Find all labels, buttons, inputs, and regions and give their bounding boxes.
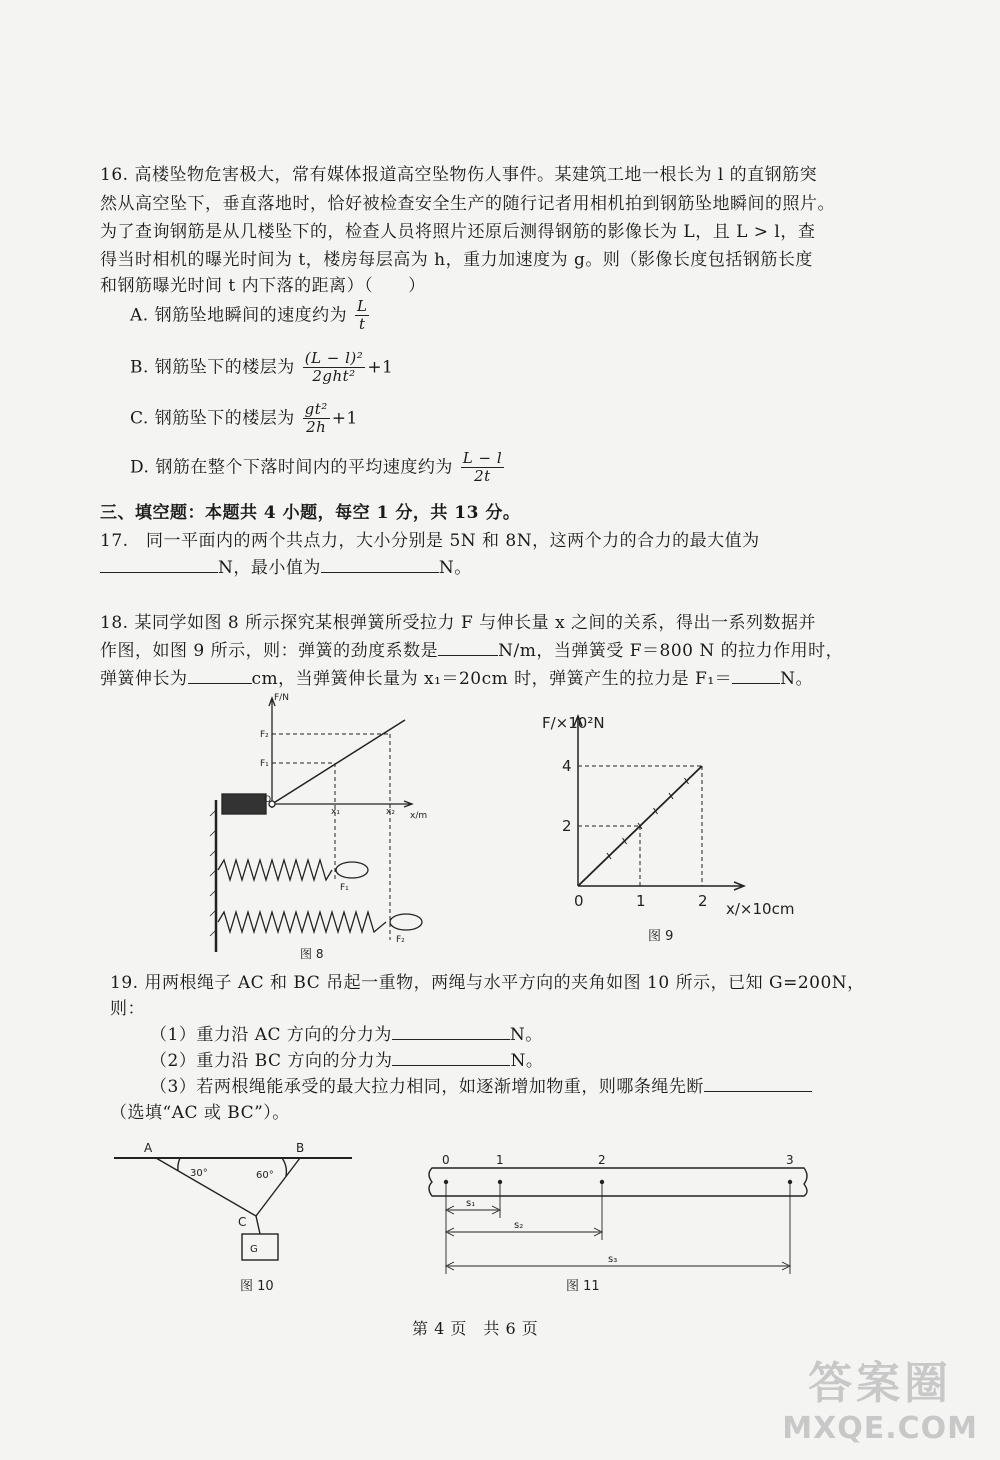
fig11-caption: 图 11 — [566, 1279, 600, 1294]
fig9-y-label: F/×10²N — [542, 714, 605, 732]
tape-dot — [498, 1180, 502, 1184]
hand-icon — [336, 862, 368, 878]
q19-sub3: （3）若两根绳能承受的最大拉力相同，如逐渐增加物重，则哪条绳先断 — [150, 1072, 812, 1097]
watermark: 答案圈 MXQE.COM — [782, 1358, 978, 1446]
tape-point-1: 1 — [496, 1153, 504, 1167]
section-heading: 三、填空题：本题共 4 小题，每空 1 分，共 13 分。 — [100, 503, 521, 523]
answer-blank[interactable] — [732, 683, 780, 684]
fig8-x2-tick: x₂ — [386, 807, 395, 817]
fig8-x-label: x/m — [410, 811, 428, 821]
x-tick-label: 0 — [574, 892, 584, 910]
fig8-x1-tick: x₁ — [331, 807, 340, 817]
angle-arc — [282, 1158, 286, 1176]
q18-line2: 作图，如图 9 所示，则：弹簧的劲度系数是 N/m，当弹簧受 F＝800 N 的拉力作用时， — [100, 641, 844, 661]
fig8-f2-force: F₂ — [396, 935, 405, 945]
force-line — [272, 720, 405, 804]
q16-option-c: C. 钢筋坠下的楼层为 $\frac{\text{gt²}}{2h}$ +1 — [130, 400, 358, 437]
tape-point-2: 2 — [598, 1153, 606, 1167]
hand-icon — [390, 914, 422, 930]
q16-option-a: A. 钢筋坠地瞬间的速度约为 $\frac{L}{t}$ — [130, 297, 368, 334]
weight-box — [242, 1234, 278, 1260]
q19-sub1: （1）重力沿 AC 方向的分力为 N。 — [150, 1025, 543, 1045]
spring-coil — [222, 794, 266, 814]
answer-blank[interactable] — [100, 572, 218, 573]
fig8-caption: 图 8 — [300, 947, 324, 961]
answer-blank[interactable] — [321, 572, 439, 573]
answer-blank[interactable] — [438, 655, 498, 656]
q16-option-b: B. 钢筋坠下的楼层为 $\frac{\text{(L − l)²}}{\text{2ght²}}$ +1 — [130, 349, 394, 386]
spring-stretched-1 — [218, 860, 332, 880]
q19-line1: 19. 用两根绳子 AC 和 BC 吊起一重物，两绳与水平方向的夹角如图 10 所示，已知 G=200N， — [110, 973, 865, 993]
fig8-f2-tick: F₂ — [260, 730, 269, 740]
q19-sub4: （选填“AC 或 BC”）。 — [110, 1103, 290, 1123]
q16-line1: 16. 高楼坠物危害极大，常有媒体报道高空坠物伤人事件。某建筑工地一根长为 l 的直钢筋突 — [100, 165, 818, 185]
rope-ac — [156, 1158, 256, 1216]
tape-dot — [444, 1180, 448, 1184]
q16-line2: 然从高空坠下，垂直落地时，恰好被检查安全生产的随行记者用相机拍到钢筋坠地瞬间的照片。 — [100, 194, 835, 214]
answer-blank[interactable] — [704, 1091, 812, 1092]
angle-60: 60° — [256, 1170, 274, 1181]
x-tick-label: 1 — [636, 892, 646, 910]
fraction: $\frac{L}{t}$ — [357, 297, 368, 334]
q17-line1: 17. 同一平面内的两个共点力，大小分别是 5N 和 8N，这两个力的合力的最大值为 — [100, 531, 760, 551]
q16-line5: 和钢筋曝光时间 t 内下落的距离）（ ） — [100, 276, 426, 296]
tape-dot — [600, 1180, 604, 1184]
label-s2: s₂ — [514, 1220, 524, 1231]
fig8-f1-force: F₁ — [340, 883, 349, 893]
fraction: $\frac{\text{(L − l)²}}{\text{2ght²}}$ — [304, 349, 364, 386]
paper-tape — [429, 1168, 807, 1196]
fraction: $\frac{L - l}{2t}$ — [462, 449, 503, 486]
fig9-x-label: x/×10cm — [726, 900, 795, 918]
q18-line1: 18. 某同学如图 8 所示探究某根弹簧所受拉力 F 与伸长量 x 之间的关系，得出一系列数据并 — [100, 613, 817, 633]
label-s3: s₃ — [608, 1254, 618, 1265]
rope-bc — [256, 1158, 300, 1216]
fig8-y-label: F/N — [274, 693, 289, 703]
answer-blank[interactable] — [188, 683, 252, 684]
tape-point-0: 0 — [442, 1153, 450, 1167]
figure-11 — [420, 1148, 820, 1298]
rope-weight — [256, 1216, 260, 1234]
label-b: B — [296, 1141, 305, 1155]
q16-line4: 得当时相机的曝光时间为 t，楼房每层高为 h，重力加速度为 g。则（影像长度包括钢筋长度 — [100, 250, 813, 270]
page-footer: 第 4 页 共 6 页 — [412, 1319, 539, 1338]
q18-line3: 弹簧伸长为 cm，当弹簧伸长量为 x₁＝20cm 时，弹簧产生的拉力是 F₁＝ N。 — [100, 669, 814, 689]
fig8-origin: O — [264, 795, 272, 805]
fig9-caption: 图 9 — [648, 929, 674, 944]
figure-10 — [110, 1138, 360, 1298]
fraction: $\frac{\text{gt²}}{2h}$ — [304, 400, 328, 437]
answer-blank[interactable] — [392, 1065, 510, 1066]
y-tick-label: 2 — [562, 817, 572, 835]
spring-stretched-2 — [218, 912, 386, 932]
label-c: C — [238, 1215, 247, 1229]
q19-sub2: （2）重力沿 BC 方向的分力为 N。 — [150, 1051, 544, 1071]
q17-line2: N，最小值为 N。 — [100, 553, 472, 578]
label-s1: s₁ — [466, 1198, 476, 1209]
weight-label: G — [250, 1244, 258, 1255]
x-tick-label: 2 — [698, 892, 708, 910]
label-a: A — [144, 1141, 153, 1155]
angle-arc — [178, 1158, 180, 1171]
tape-point-3: 3 — [786, 1153, 794, 1167]
y-tick-label: 4 — [562, 757, 572, 775]
q16-option-d: D. 钢筋在整个下落时间内的平均速度约为 $\frac{L - l}{2t}$ — [130, 449, 503, 486]
tape-dot — [788, 1180, 792, 1184]
figure-8 — [200, 690, 440, 965]
q16-line3: 为了查询钢筋是从几楼坠下的，检查人员将照片还原后测得钢筋的影像长为 L，且 L > l，查 — [100, 222, 816, 242]
angle-30: 30° — [190, 1168, 208, 1179]
figure-9-chart — [530, 700, 820, 950]
answer-blank[interactable] — [392, 1039, 510, 1040]
q19-line2: 则： — [110, 999, 145, 1019]
fig10-caption: 图 10 — [240, 1279, 274, 1294]
fig8-f1-tick: F₁ — [260, 759, 269, 769]
